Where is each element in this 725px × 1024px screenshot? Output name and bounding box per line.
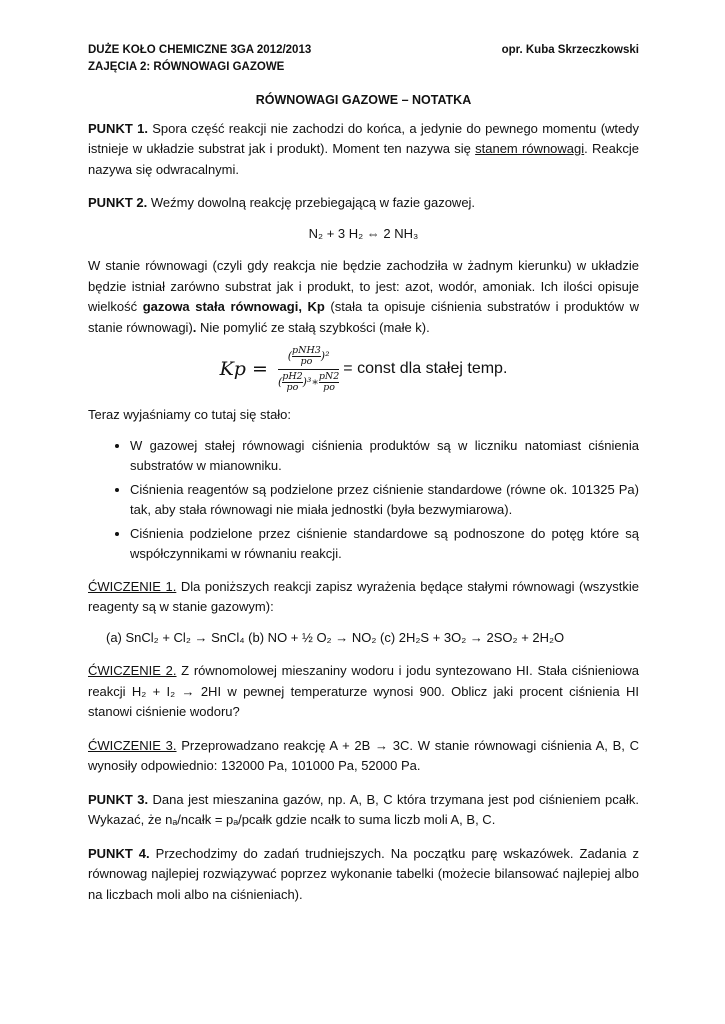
- punkt-1: [88, 119, 639, 181]
- reaction-equation: N₂ + 3 H₂ ⇔ 2 NH₃: [308, 225, 419, 241]
- den-mid: )³∗: [302, 375, 319, 389]
- punkt-2-text: Weźmy dowolną reakcję przebiegającą w fazie gazowej.: [147, 195, 476, 210]
- author: opr. Kuba Skrzeczkowski: [501, 44, 639, 56]
- nh3-pressure: pNH3: [292, 345, 321, 356]
- punkt-3-label: PUNKT 3.: [88, 791, 149, 807]
- list-item: • W gazowej stałej równowagi ciśnienia produktów są w liczniku natomiast ciśnienia substratów w mianowniku.: [130, 436, 639, 477]
- kp-rhs: = const dla stałej temp.: [343, 360, 508, 378]
- list-item: • Ciśnienia reagentów są podzielone przez ciśnienie standardowe (równe ok. 101325 Pa) tak, aby stała równowagi nie miała jednostki (była bezwymiarowa).: [130, 480, 639, 521]
- kp-intro: W stanie równowagi (czyli gdy reakcja nie będzie zachodziła w żadnym kierunku) w układzie będzie istniał zarówno substrat jak i produkt, to jest: azot, wodór, amoniak. Ich ilości opisuje wielkość: [88, 258, 639, 314]
- num-open: (: [287, 349, 293, 363]
- kp-description: (stała ta opisuje ciśnienia substratów i produktów w stanie równowagi): [88, 299, 639, 335]
- session-title: ZAJĘCIA 2: RÓWNOWAGI GAZOWE: [88, 61, 285, 73]
- kp-numerator: [288, 346, 330, 367]
- exercise-1-label: ĆWICZENIE 1.: [88, 578, 177, 594]
- punkt-4: [88, 844, 639, 906]
- punkt-2-label: PUNKT 2.: [88, 195, 148, 210]
- kp-dot: .: [192, 319, 197, 335]
- n2-fraction: [319, 372, 339, 393]
- den-open: (: [277, 375, 283, 389]
- exercise-2-label: ĆWICZENIE 2.: [88, 663, 177, 678]
- equilibrium-term: stanem równowagi: [475, 141, 585, 156]
- n2-pressure: pN2: [318, 371, 340, 382]
- kp-equation: [88, 346, 639, 393]
- document-header: [88, 42, 639, 76]
- explanation-list: [88, 436, 639, 565]
- punkt-3-text: Dana jest mieszanina gazów, np. A, B, C która trzymana jest pod ciśnieniem pcałk. Wykazać, że nₐ/ncałk = pₐ/pcałk gdzie ncałk to suma liczb moli A, B, C.: [88, 791, 639, 827]
- exercise-3-text: Przeprowadzano reakcję A + 2B → 3C. W stanie równowagi ciśnienia A, B, C wynosiły odpowiednio: 132000 Pa, 101000 Pa, 52000 Pa.: [88, 737, 639, 773]
- h2-fraction: [282, 372, 302, 393]
- punkt-4-text: Przechodzimy do zadań trudniejszych. Na początku parę wskazówek. Zadania z równowag najlepiej rozwiązywać poprzez wykonanie tabelki (możecie bilansować najlepiej albo na liczbach moli albo na ciśnieniach).: [88, 845, 640, 902]
- course-title: DUŻE KOŁO CHEMICZNE 3GA 2012/2013: [88, 44, 312, 56]
- kp-lhs: Kp =: [219, 358, 268, 381]
- punkt-1-text-end: . Reakcje nazywa się odwracalnymi.: [88, 141, 639, 177]
- kp-term: gazowa stała równowagi, Kp: [142, 299, 325, 314]
- punkt-2: [88, 193, 639, 214]
- list-item: • Ciśnienia podzielone przez ciśnienie standardowe są podnoszone do potęg które są współczynnikami w równaniu reakcji.: [130, 524, 639, 565]
- exercise-3-label: ĆWICZENIE 3.: [88, 737, 177, 753]
- punkt-1-label: PUNKT 1.: [88, 120, 148, 136]
- h2-pressure: pH2: [282, 371, 303, 382]
- punkt-2-explanation: [88, 256, 639, 338]
- kp-fraction: [278, 346, 339, 393]
- exercise-1-reactions: (a) SnCl₂ + Cl₂ → SnCl₄ (b) NO + ½ O₂ → NO₂ (c) 2H₂S + 3O₂ → 2SO₂ + 2H₂O: [106, 629, 565, 645]
- kp-note: Nie pomylić ze stałą szybkości (małe k).: [196, 319, 430, 335]
- standard-pressure-2: po: [286, 382, 299, 393]
- punkt-4-label: PUNKT 4.: [88, 845, 150, 861]
- exercise-2: [88, 661, 639, 723]
- punkt-3: [88, 790, 639, 831]
- nh3-fraction: [292, 346, 321, 367]
- standard-pressure-3: po: [323, 382, 335, 393]
- standard-pressure: po: [300, 356, 313, 367]
- kp-denominator: [278, 372, 339, 393]
- exercise-1: [88, 577, 639, 618]
- punkt-1-text: Spora część reakcji nie zachodzi do końca, a jedynie do pewnego momentu (wtedy istnieje w układzie substrat jak i produkt). Moment ten nazywa się: [88, 120, 639, 156]
- page-title: RÓWNOWAGI GAZOWE – NOTATKA: [255, 93, 472, 107]
- exercise-1-text: Dla poniższych reakcji zapisz wyrażenia będące stałymi równowagi (wszystkie reagenty są w stanie gazowym):: [88, 578, 639, 614]
- exercise-3: [88, 736, 639, 777]
- num-close: )²: [320, 349, 330, 363]
- explain-intro: Teraz wyjaśniamy co tutaj się stało:: [88, 407, 292, 422]
- document-page: [88, 42, 639, 918]
- exercise-2-text: Z równomolowej mieszaniny wodoru i jodu syntezowano HI. Stała ciśnieniowa reakcji H₂ + I₂ → 2HI w pewnej temperaturze wynosi 900. Oblicz jaki procent ciśnienia HI stanowi ciśnienie wodoru?: [88, 663, 639, 719]
